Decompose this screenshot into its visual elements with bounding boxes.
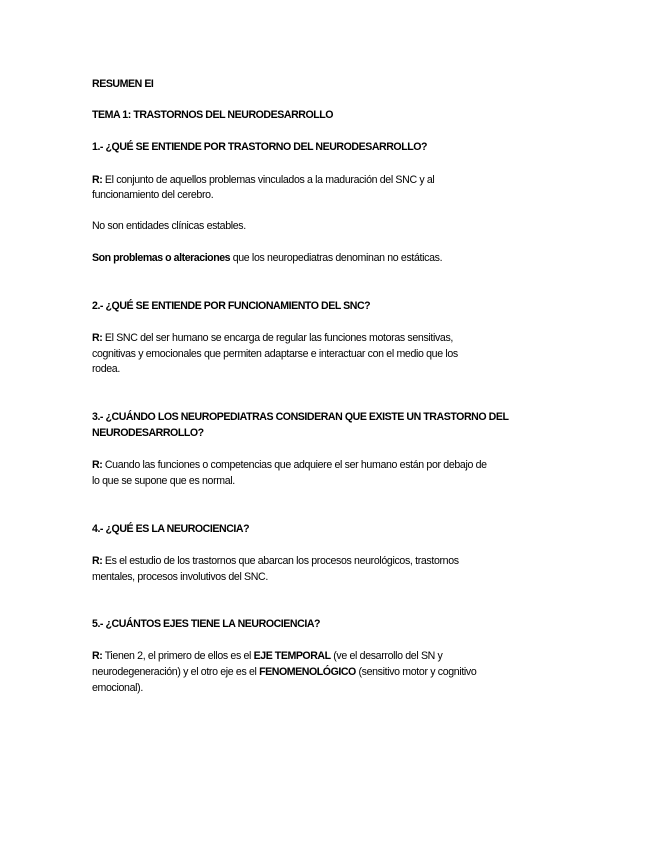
note-bold-text: Son problemas o alteraciones [92,252,231,264]
question-4-heading: 4.- ¿QUÉ ES LA NEUROCIENCIA? [92,523,250,535]
answer-2-line-2: cognitivas y emocionales que permiten adaptarse e interactuar con el medio que los [92,348,458,360]
answer-bold-term: FENOMENOLÓGICO [259,666,356,678]
answer-3-line-2: lo que se supone que es normal. [92,475,235,487]
answer-label: R: [92,174,103,186]
question-5-heading: 5.- ¿CUÁNTOS EJES TIENE LA NEUROCIENCIA? [92,618,321,630]
answer-1-line-1 [92,172,434,188]
answer-text: Tienen 2, el primero de ellos es el [104,650,252,662]
answer-label: R: [92,332,103,344]
answer-5-line-2 [92,664,476,680]
answer-label: R: [92,555,103,567]
answer-text: El SNC del ser humano se encarga de regular las funciones motoras sensitivas, [104,332,454,344]
question-1-heading: 1.- ¿QUÉ SE ENTIENDE POR TRASTORNO DEL NEURODESARROLLO? [92,141,428,153]
answer-1-note-1: No son entidades clínicas estables. [92,220,246,232]
answer-4-line-1 [92,553,459,569]
answer-text: El conjunto de aquellos problemas vinculados a la maduración del SNC y al [104,174,435,186]
answer-2-line-1 [92,330,453,346]
answer-text: Es el estudio de los trastornos que abarcan los procesos neurológicos, trastornos [104,555,459,567]
answer-label: R: [92,459,103,471]
answer-text: Cuando las funciones o competencias que adquiere el ser humano están por debajo de [104,459,487,471]
answer-text: (sensitivo motor y cognitivo [358,666,477,678]
answer-text: neurodegeneración) y el otro eje es el [92,666,257,678]
note-text: que los neuropediatras denominan no estáticas. [232,252,443,264]
answer-1-note-2 [92,250,442,266]
document-title: RESUMEN EI [92,78,154,90]
question-3-heading-line-1: 3.- ¿CUÁNDO LOS NEUROPEDIATRAS CONSIDERAN QUE EXISTE UN TRASTORNO DEL [92,411,509,423]
answer-5-line-3: emocional). [92,682,143,694]
question-2-heading: 2.- ¿QUÉ SE ENTIENDE POR FUNCIONAMIENTO DEL SNC? [92,300,371,312]
answer-3-line-1 [92,457,487,473]
answer-text: (ve el desarrollo del SN y [333,650,443,662]
topic-title: TEMA 1: TRASTORNOS DEL NEURODESARROLLO [92,109,334,121]
answer-4-line-2: mentales, procesos involutivos del SNC. [92,571,268,583]
answer-label: R: [92,650,103,662]
answer-1-line-2: funcionamiento del cerebro. [92,189,214,201]
answer-5-line-1 [92,648,443,664]
question-3-heading-line-2: NEURODESARROLLO? [92,427,204,439]
answer-bold-term: EJE TEMPORAL [253,650,331,662]
answer-2-line-3: rodea. [92,363,120,375]
